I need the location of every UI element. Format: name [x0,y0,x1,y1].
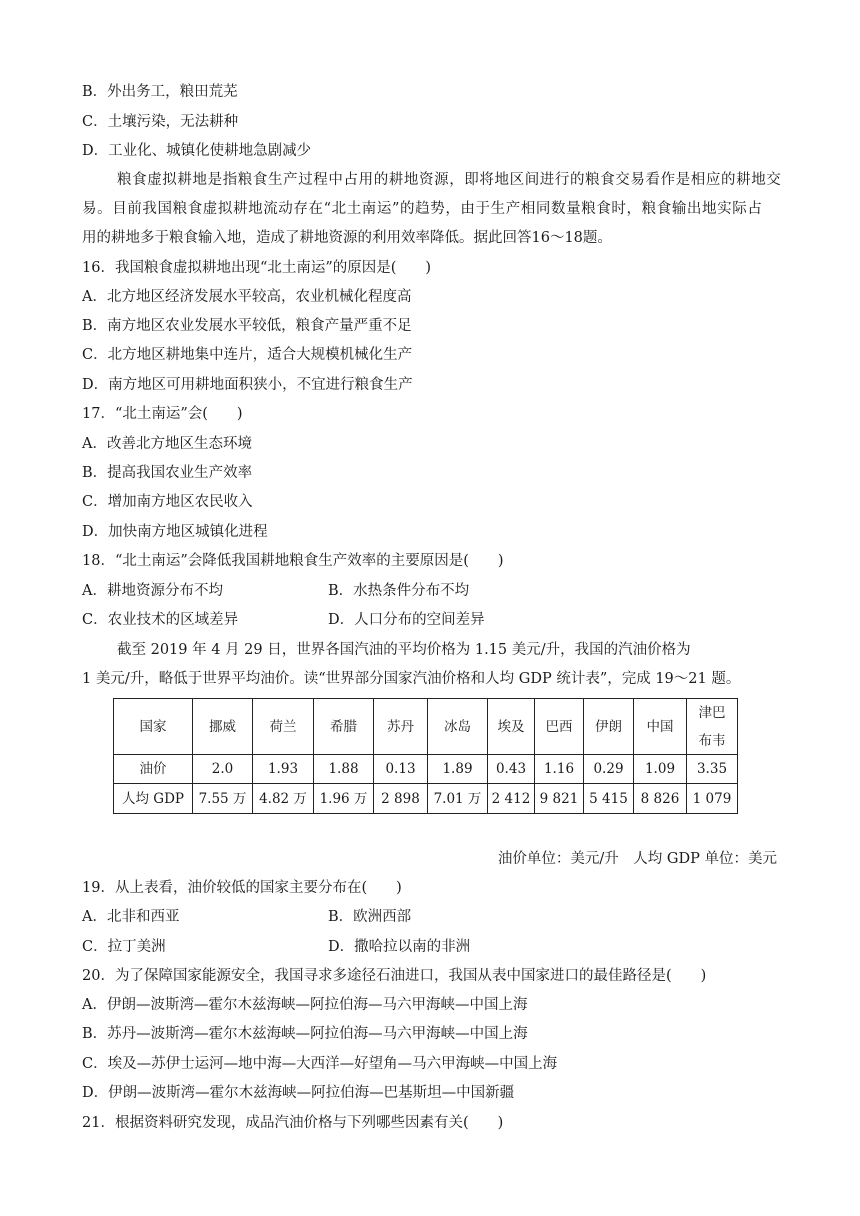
header-cell: 埃及 [488,699,535,755]
passage1-line-3: 用的耕地多于粮食输入地，造成了耕地资源的利用效率降低。据此回答16～18题。 [82,230,612,246]
q19-stem: 19．从上表看，油价较低的国家主要分布在( ) [82,880,402,896]
row-label-cell: 油价 [114,755,193,784]
data-cell: 0.43 [488,755,535,784]
header-zimbabwe-line-1: 津巴 [698,704,726,721]
data-cell: 9 821 [535,784,584,814]
q19-option-a: A．北非和西亚 [82,909,180,925]
data-cell: 4.82 万 [253,784,314,814]
header-cell: 中国 [634,699,687,755]
table-unit-note: 油价单位：美元/升 人均 GDP 单位：美元 [497,851,777,867]
header-cell: 巴西 [535,699,584,755]
data-cell: 0.13 [374,755,428,784]
q17-stem: 17．“北土南运”会( ) [82,406,243,422]
q19-option-b: B．欧洲西部 [328,909,412,925]
table-row-oil-price [114,755,738,784]
q16-option-a: A．北方地区经济发展水平较高，农业机械化程度高 [82,289,412,305]
data-cell: 7.01 万 [428,784,488,814]
header-cell: 国家 [114,699,193,755]
q17-option-c: C．增加南方地区农民收入 [82,494,253,510]
oil-price-gdp-table [113,698,738,814]
q20-option-a: A．伊朗—波斯湾—霍尔木兹海峡—阿拉伯海—马六甲海峡—中国上海 [82,997,528,1013]
q15-option-c: C．土壤污染，无法耕种 [82,114,239,130]
data-cell: 7.55 万 [193,784,253,814]
header-cell: 苏丹 [374,699,428,755]
data-cell: 1.09 [634,755,687,784]
q18-stem: 18．“北土南运”会降低我国耕地粮食生产效率的主要原因是( ) [82,553,504,569]
q15-option-d: D．工业化、城镇化使耕地急剧减少 [82,143,312,159]
passage2-line-2: 1 美元/升，略低于世界平均油价。读“世界部分国家汽油价格和人均 GDP 统计表”，完成 19～21 题。 [82,671,741,687]
data-cell: 3.35 [687,755,738,784]
q20-option-d: D．伊朗—波斯湾—霍尔木兹海峡—阿拉伯海—巴基斯坦—中国新疆 [82,1085,515,1101]
header-cell: 希腊 [314,699,374,755]
q16-option-c: C．北方地区耕地集中连片，适合大规模机械化生产 [82,347,413,363]
q17-option-a: A．改善北方地区生态环境 [82,436,252,452]
q19-option-d: D．撒哈拉以南的非洲 [328,939,471,955]
q16-stem: 16．我国粮食虚拟耕地出现“北土南运”的原因是( ) [82,260,432,276]
header-zimbabwe-line-2: 布韦 [698,732,726,749]
table-header-row [114,699,738,755]
data-cell: 1.89 [428,755,488,784]
q17-option-b: B．提高我国农业生产效率 [82,465,253,481]
q20-option-c: C．埃及—苏伊士运河—地中海—大西洋—好望角—马六甲海峡—中国上海 [82,1056,558,1072]
data-cell: 1.88 [314,755,374,784]
q18-option-b: B．水热条件分布不均 [328,583,470,599]
table-row-gdp [114,784,738,814]
data-cell: 1.93 [253,755,314,784]
q16-option-b: B．南方地区农业发展水平较低，粮食产量严重不足 [82,318,412,334]
header-cell-zimbabwe [687,699,738,755]
header-cell: 冰岛 [428,699,488,755]
data-cell: 2 412 [488,784,535,814]
passage2-line-1: 截至 2019 年 4 月 29 日，世界各国汽油的平均价格为 1.15 美元/升，我国的汽油价格为 [117,642,691,658]
q19-option-c: C．拉丁美洲 [82,939,166,955]
data-cell: 0.29 [584,755,634,784]
data-cell: 5 415 [584,784,634,814]
data-cell: 1.16 [535,755,584,784]
data-cell: 8 826 [634,784,687,814]
data-cell: 1 079 [687,784,738,814]
q17-option-d: D．加快南方地区城镇化进程 [82,524,268,540]
q20-stem: 20．为了保障国家能源安全，我国寻求多途径石油进口，我国从表中国家进口的最佳路径是( ) [82,968,707,984]
q18-option-d: D．人口分布的空间差异 [328,612,485,628]
q18-option-c: C．农业技术的区域差异 [82,612,239,628]
q20-option-b: B．苏丹—波斯湾—霍尔木兹海峡—阿拉伯海—马六甲海峡—中国上海 [82,1026,528,1042]
header-cell: 挪威 [193,699,253,755]
passage1-line-2: 易。目前我国粮食虚拟耕地流动存在“北土南运”的趋势，由于生产相同数量粮食时，粮食输出地实际占 [82,201,763,217]
q15-option-b: B．外出务工，粮田荒芜 [82,84,238,100]
header-cell: 伊朗 [584,699,634,755]
data-cell: 1.96 万 [314,784,374,814]
q16-option-d: D．南方地区可用耕地面积狭小，不宜进行粮食生产 [82,377,413,393]
data-cell: 2 898 [374,784,428,814]
header-cell: 荷兰 [253,699,314,755]
data-cell: 2.0 [193,755,253,784]
q18-option-a: A．耕地资源分布不均 [82,583,223,599]
passage1-line-1: 粮食虚拟耕地是指粮食生产过程中占用的耕地资源，即将地区间进行的粮食交易看作是相应的耕地交 [117,172,782,188]
q21-stem: 21．根据资料研究发现，成品汽油价格与下列哪些因素有关( ) [82,1115,504,1131]
row-label-cell: 人均 GDP [114,784,193,814]
